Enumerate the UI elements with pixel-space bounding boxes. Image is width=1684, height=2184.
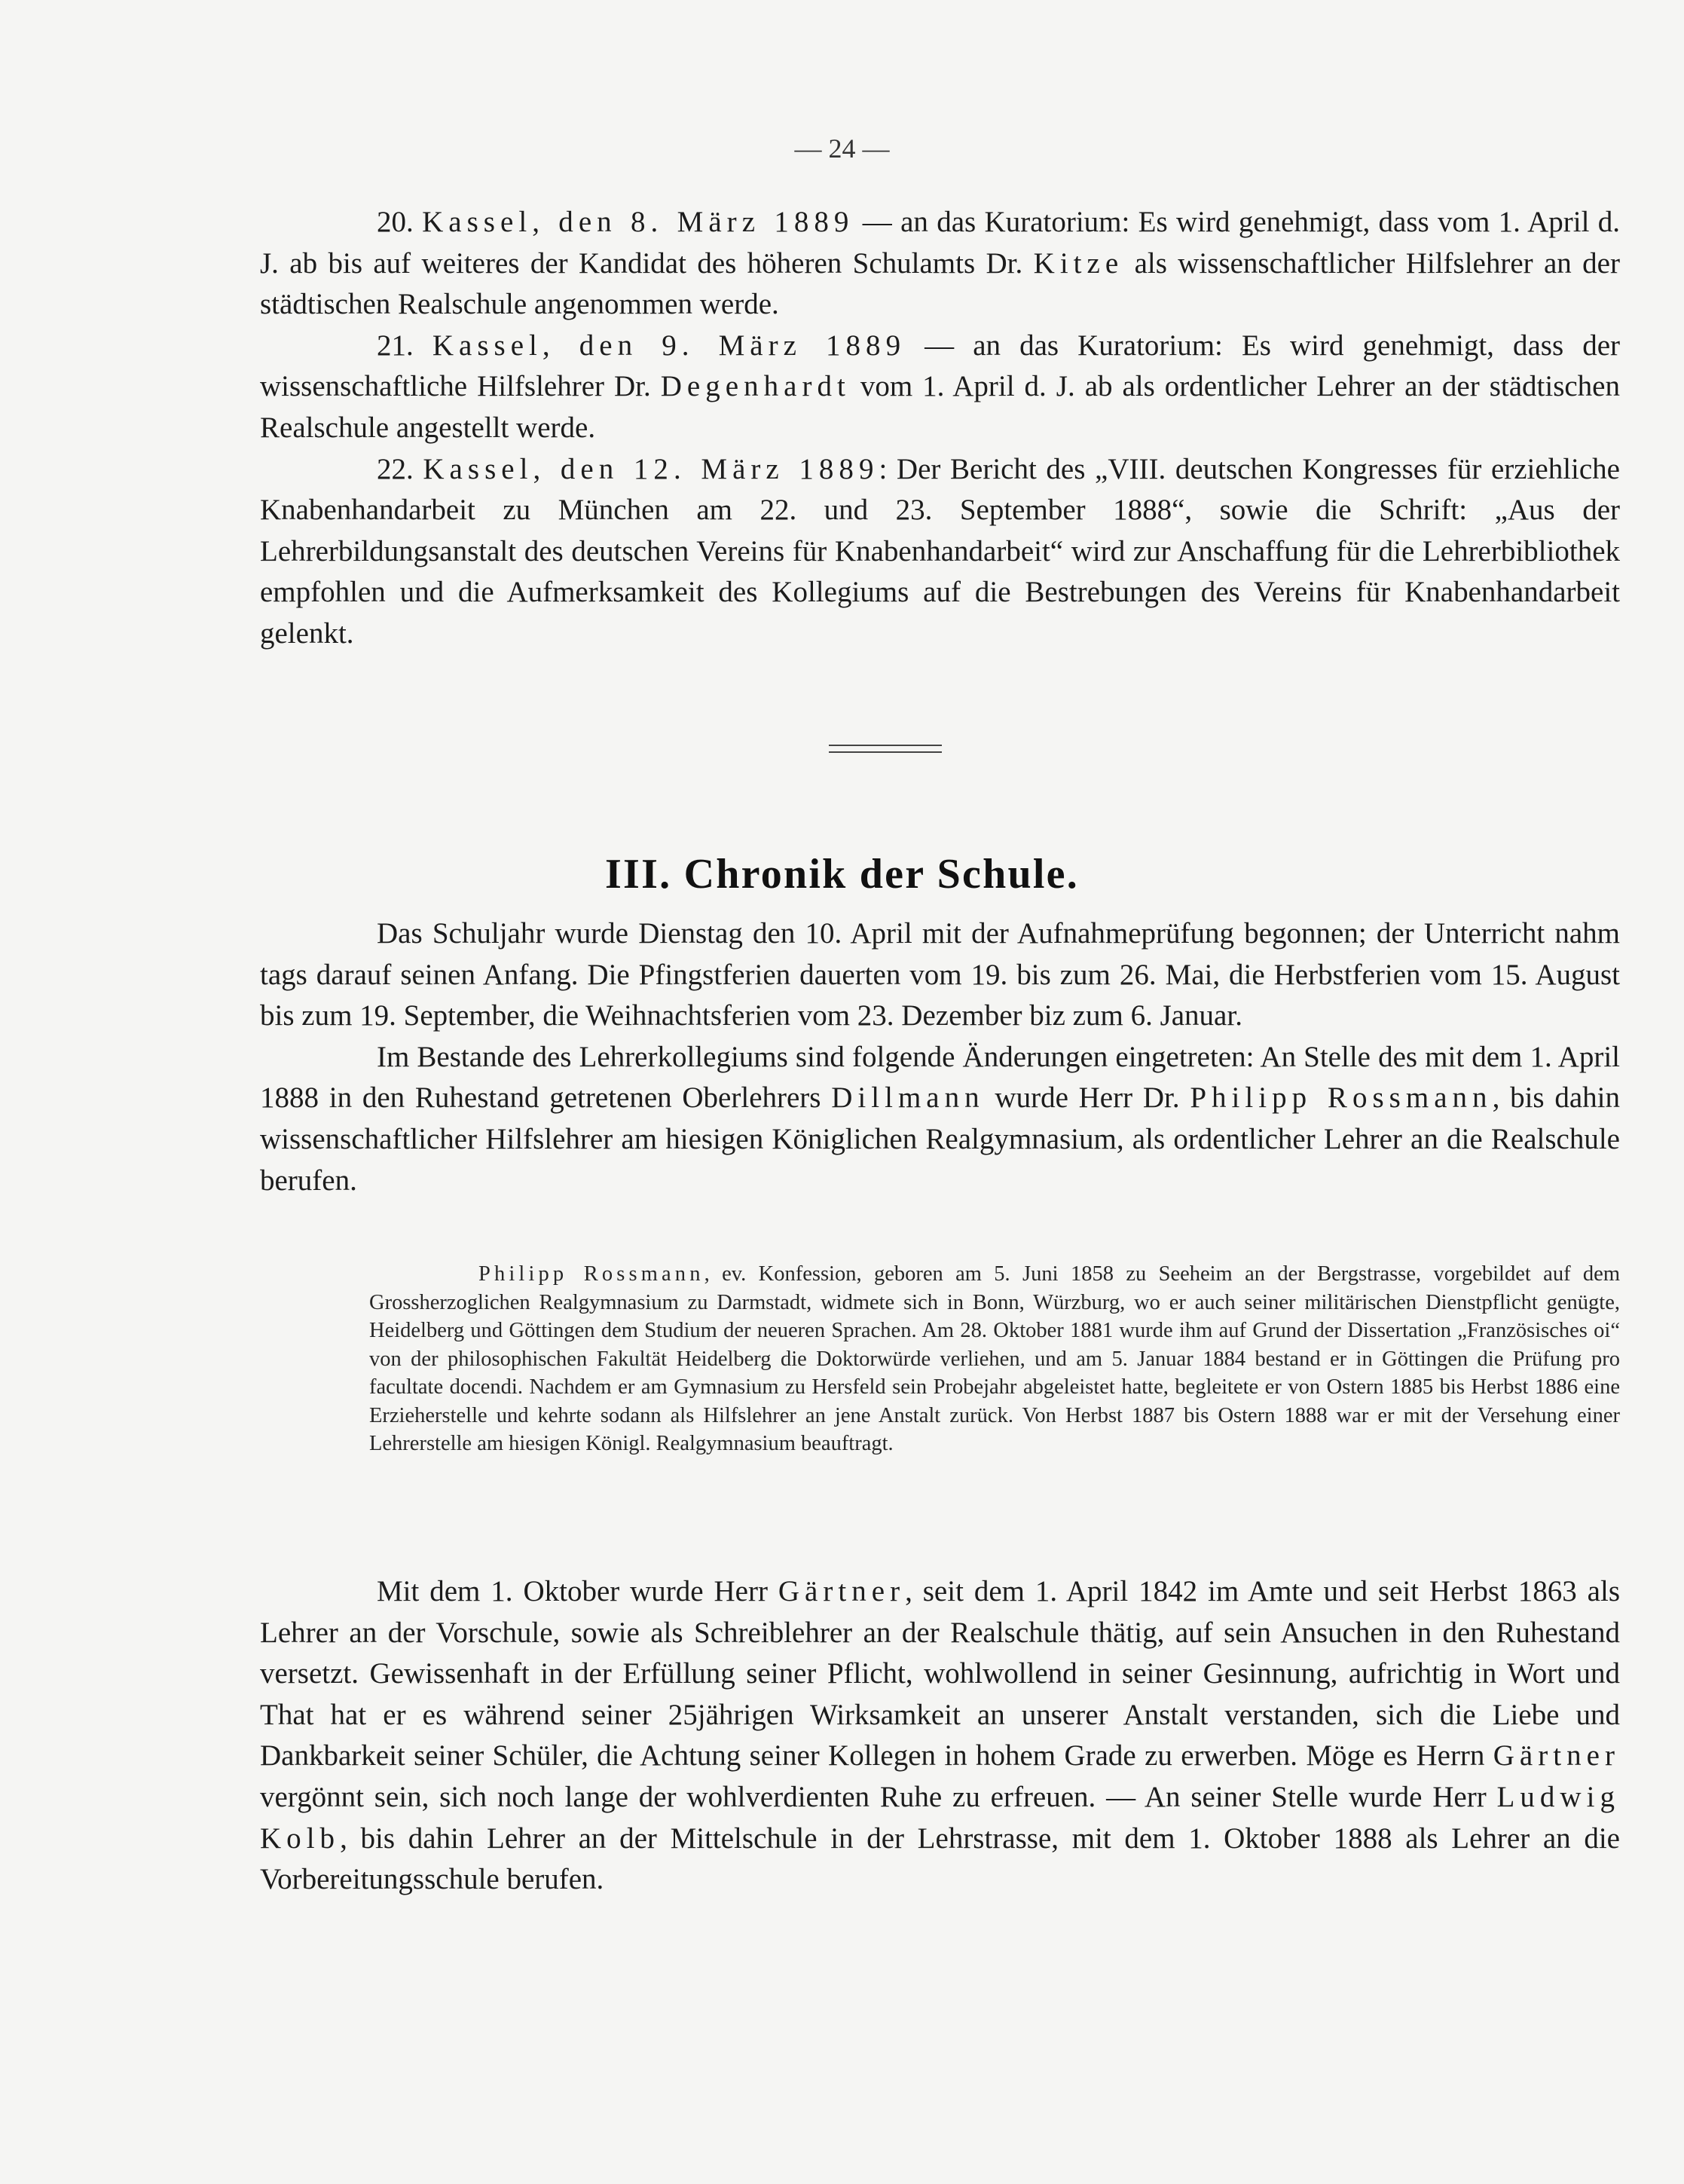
- item-text: : Der Bericht des „VIII. deutschen Kongresses für erziehliche Knabenhandarbeit zu München am 22. und 23. September 1888“, sowie die Schrift: „Aus der Lehrerbildungsanstalt des deutschen Vereins für Knabenhandarbeit“ wird zur Anschaffung für die Lehrerbibliothek empfohlen und die Aufmerksamkeit des Kollegiums auf die Bestrebungen des Vereins für Knabenhandarbeit gelenkt.: [260, 452, 1620, 650]
- section-heading: III. Chronik der Schule.: [605, 851, 1079, 898]
- item-person-name: Degenhardt: [660, 370, 851, 403]
- person-name: Dillmann: [831, 1081, 985, 1115]
- item-text-cont: als wissenschaftlicher Hilfslehrer an der städtischen Realschule angenommen werde.: [260, 246, 1620, 321]
- item-text: — an das Kuratorium: Es wird genehmigt, dass vom 1. April d. J. ab bis auf weiteres der Kandidat des höheren Schulamts Dr.: [260, 206, 1620, 280]
- person-name: Gärtner: [778, 1575, 906, 1607]
- item-text: — an das Kuratorium: Es wird genehmigt, dass der wissenschaftliche Hilfslehrer Dr.: [260, 329, 1620, 403]
- item-city: Kassel: [432, 329, 542, 362]
- section-divider: [829, 745, 942, 753]
- decree-item-22: [260, 449, 1620, 655]
- item-date: , den 8. März 1889: [532, 206, 854, 238]
- item-text-cont: vom 1. April d. J. ab als ordentlicher Lehrer an der städtischen Realschule angestellt werde.: [260, 370, 1620, 444]
- item-number: 22.: [377, 452, 414, 485]
- item-city: Kassel: [422, 206, 533, 238]
- chronik-paragraph-1: Das Schuljahr wurde Dienstag den 10. April mit der Aufnahmeprüfung begonnen; der Unterricht nahm tags darauf seinen Anfang. Die Pfingstferien dauerten vom 19. bis zum 26. Mai, die Herbstferien vom 15. August bis zum 19. September, die Weihnachtsferien vom 23. Dezember biz zum 6. Januar.: [260, 917, 1620, 1032]
- item-number: 20.: [377, 206, 414, 238]
- item-date: , den 12. März 1889: [533, 452, 879, 485]
- decree-item-20: [260, 202, 1620, 326]
- person-name: Philipp Rossmann: [478, 1262, 704, 1286]
- chronik-body: [260, 913, 1620, 1201]
- chronik-paragraph-2: Im Bestande des Lehrerkollegiums sind folgende Änderungen eingetreten: An Stelle des mit dem 1. April 1888 in den Ruhestand getretenen Oberlehrers Dillmann wurde Herr Dr. Philipp Rossmann, bis dahin wissenschaftlicher Hilfslehrer am hiesigen Königlichen Realgymnasium, als ordentlicher Lehrer an die Realschule berufen.: [260, 1040, 1620, 1197]
- item-number: 21.: [377, 329, 414, 362]
- person-name: Ludwig Kolb: [260, 1780, 1620, 1855]
- chronik-paragraph-3: Mit dem 1. Oktober wurde Herr Gärtner, seit dem 1. April 1842 im Amte und seit Herbst 1863 als Lehrer an der Vorschule, sowie als Schreiblehrer an der Realschule thätig, auf sein Ansuchen in den Ruhestand versetzt. Gewissenhaft in der Erfüllung seiner Pflicht, wohlwollend in seiner Gesinnung, aufrichtig in Wort und That hat er es während seiner 25jährigen Wirksamkeit an unserer Anstalt verstanden, sich die Liebe und Dankbarkeit seiner Schüler, die Achtung seiner Kollegen in hohem Grade zu erwerben. Möge es Herrn Gärtner vergönnt sein, sich noch lange der wohlverdienten Ruhe zu erfreuen. — An seiner Stelle wurde Herr Ludwig Kolb, bis dahin Lehrer an der Mittelschule in der Lehrstrasse, mit dem 1. Oktober 1888 als Lehrer an die Vorbereitungsschule berufen.: [260, 1575, 1620, 1896]
- item-date: , den 9. März 1889: [542, 329, 906, 362]
- item-city: Kassel: [423, 452, 533, 485]
- decree-list: [260, 202, 1620, 655]
- person-name: Gärtner: [1493, 1739, 1620, 1773]
- decree-item-21: [260, 326, 1620, 449]
- chronik-body-cont: [260, 1571, 1620, 1901]
- page-number: — 24 —: [794, 133, 890, 164]
- person-name: Philipp Rossmann: [1190, 1081, 1493, 1115]
- item-person-name: Kitze: [1033, 246, 1124, 280]
- biography-note: Philipp Rossmann, ev. Konfession, geboren am 5. Juni 1858 zu Seeheim an der Bergstrasse, vorgebildet auf dem Grossherzoglichen Realgymnasium zu Darmstadt, widmete sich in Bonn, Würzburg, wo er auch seiner militärischen Dienstpflicht genügte, Heidelberg und Göttingen dem Studium der neueren Sprachen. Am 28. Oktober 1881 wurde ihm auf Grund der Dissertation „Französisches oi“ von der philosophischen Fakultät Heidelberg die Doktorwürde verliehen, und am 5. Januar 1884 bestand er in Göttingen die Prüfung pro facultate docendi. Nachdem er am Gymnasium zu Hersfeld sein Probejahr abgeleistet hatte, begleitete er von Ostern 1885 bis Herbst 1886 eine Erzieherstelle und kehrte sodann als Hilfslehrer an jene Anstalt zurück. Von Herbst 1887 bis Ostern 1888 war er mit der Versehung einer Lehrerstelle am hiesigen Königl. Realgymnasium beauftragt.: [369, 1262, 1620, 1455]
